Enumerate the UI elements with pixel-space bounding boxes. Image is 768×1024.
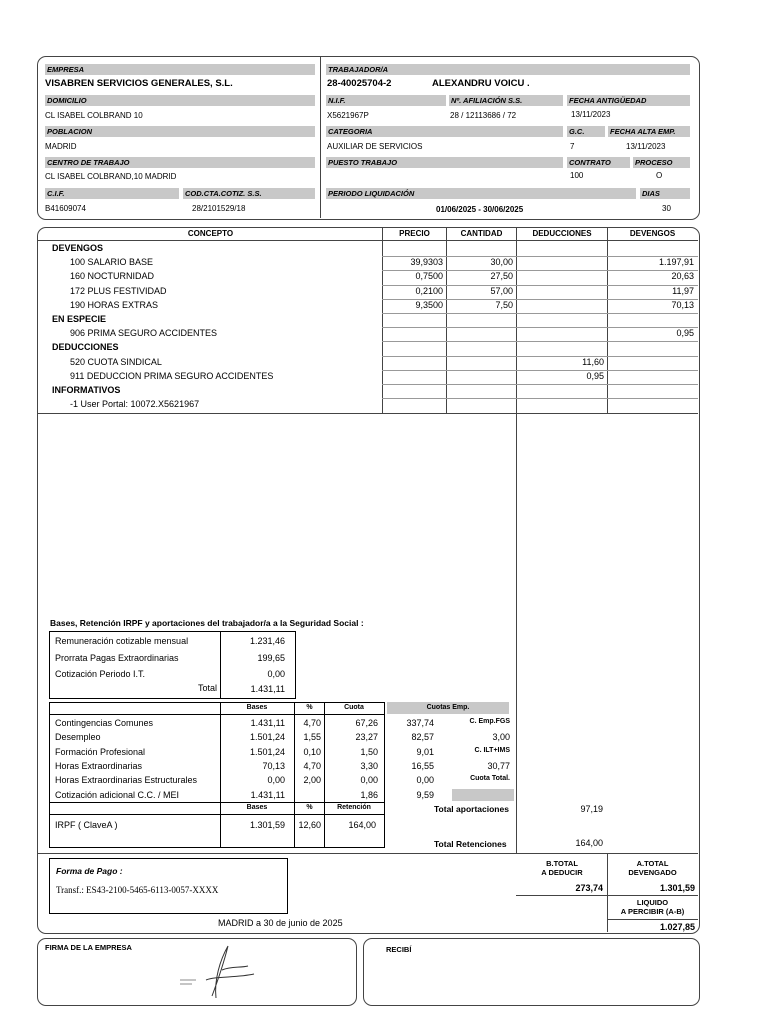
contrib-cuota: 1,86 (360, 789, 378, 800)
atotal-value: 1.301,59 (659, 883, 695, 893)
domicilio-label: DOMICILIO (45, 95, 315, 106)
concept-cantidad: 57,00 (490, 285, 513, 296)
section-heading: DEVENGOS (52, 243, 104, 253)
row-line (516, 384, 607, 385)
irpf-ret: 164,00 (348, 820, 376, 830)
concept-text: 190 HORAS EXTRAS (70, 299, 159, 310)
row-line (382, 384, 446, 385)
row-line (516, 299, 607, 300)
contrato-label: CONTRATO (567, 157, 630, 168)
proceso-value: O (656, 171, 663, 180)
section-heading: DEDUCCIONES (52, 342, 119, 353)
bases-upper-div (220, 631, 221, 698)
btotal-value: 273,74 (575, 883, 603, 893)
concept-text: 172 PLUS FESTIVIDAD (70, 285, 167, 296)
liquido-line (607, 919, 698, 920)
signature-image (176, 940, 266, 1002)
codcta-label: COD.CTA.COTIZ. S.S. (183, 188, 315, 199)
row-line (446, 270, 516, 271)
contrib-label: Formación Profesional (55, 746, 146, 757)
concept-precio: 9,3500 (415, 299, 443, 310)
row-line (446, 341, 516, 342)
liquido-l1: LIQUIDO (636, 898, 669, 907)
h-bases: Bases (246, 704, 268, 711)
row-line (382, 299, 446, 300)
h-bases-2: Bases (246, 804, 268, 811)
row-line (382, 370, 446, 371)
nif-label: N.I.F. (326, 95, 446, 106)
row-line (516, 256, 607, 257)
cif-label: C.I.F. (45, 188, 179, 199)
alta-label: FECHA ALTA EMP. (608, 126, 690, 137)
contrib-emp: 337,74 (406, 718, 434, 728)
contrib-emp: 9,01 (416, 746, 434, 757)
irpf-base: 1.301,59 (249, 820, 285, 830)
contrib-div3 (324, 702, 325, 847)
concept-text: 906 PRIMA SEGURO ACCIDENTES (70, 328, 218, 339)
contrib-hdr-line (49, 714, 384, 715)
contrib-cuota: 0,00 (360, 775, 378, 786)
contrib-emp: 82,57 (411, 732, 434, 743)
concept-cantidad: 30,00 (490, 257, 513, 268)
row-line (516, 398, 607, 399)
row-line (446, 327, 516, 328)
total-label: Total (197, 683, 217, 693)
cif-value: B41609074 (45, 204, 86, 213)
emp-extra-value: 3,00 (492, 732, 510, 743)
contrib-label: Horas Extraordinarias Estructurales (55, 775, 198, 786)
contrib-label: Desempleo (55, 732, 101, 743)
concept-devengo: 1.197,91 (658, 257, 694, 268)
section-heading: EN ESPECIE (52, 314, 107, 324)
concept-cantidad: 27,50 (490, 271, 513, 282)
pago-label: Forma de Pago : (56, 866, 123, 876)
domicilio-value: CL ISABEL COLBRAND 10 (45, 111, 143, 120)
col-deducciones: DEDUCCIONES (532, 229, 592, 238)
contrib-label: Cotización adicional C.C. / MEI (55, 789, 180, 800)
concept-text: 160 NOCTURNIDAD (70, 271, 155, 282)
contrib-label: Contingencias Comunes (55, 718, 154, 728)
recibi-label: RECIBÍ (386, 945, 412, 954)
contrib-label: Horas Extraordinarias (55, 760, 143, 771)
contrib-base: 70,13 (262, 760, 285, 771)
total-ret-label: Total Retenciones (434, 839, 507, 849)
dias-label: DIAS (640, 188, 690, 199)
contrato-value: 100 (570, 171, 584, 180)
firma-empresa-label: FIRMA DE LA EMPRESA (45, 943, 132, 952)
row-line (607, 270, 698, 271)
concept-precio: 0,2100 (415, 285, 443, 296)
row-line (382, 313, 446, 314)
contrib-cuota: 1,50 (360, 746, 378, 757)
row-line (607, 285, 698, 286)
concept-devengo: 11,97 (672, 285, 694, 296)
afiliacion-label: Nº. AFILIACIÓN S.S. (449, 95, 563, 106)
contrib-emp: 0,00 (416, 775, 434, 786)
row-line (446, 256, 516, 257)
dias-value: 30 (662, 204, 671, 213)
emp-extra-label: C. Emp.FGS (469, 718, 510, 725)
gc-label: G.C. (567, 126, 605, 137)
it-label: Cotización Periodo I.T. (55, 669, 146, 679)
prorrata-label: Prorrata Pagas Extraordinarias (55, 653, 179, 663)
trabajador-nombre: ALEXANDRU VOICU . (432, 78, 530, 89)
h-retencion: Retención (337, 804, 371, 811)
atotal-l1: A.TOTAL (636, 859, 669, 868)
row-line (607, 327, 698, 328)
row-line (382, 270, 446, 271)
cuota-total-bg (452, 789, 514, 801)
poblacion-label: POBLACION (45, 126, 315, 137)
total-value: 1.431,11 (250, 684, 285, 694)
col-cantidad: CANTIDAD (460, 229, 503, 238)
contrib-base: 0,00 (267, 775, 285, 786)
concept-deduccion: 11,60 (582, 356, 604, 367)
h-cuota: Cuota (344, 704, 364, 711)
row-line (446, 313, 516, 314)
btotal-l1: B.TOTAL (546, 859, 578, 868)
contrib-base: 1.501,24 (249, 746, 285, 757)
contrib-pct: 4,70 (303, 760, 321, 771)
categoria-value: AUXILIAR DE SERVICIOS (327, 142, 423, 151)
col-devengos: DEVENGOS (629, 229, 676, 238)
emp-extra-label: C. ILT+IMS (474, 746, 510, 754)
row-line (607, 384, 698, 385)
header-line (38, 240, 698, 241)
col-precio: PRECIO (399, 229, 430, 238)
trabajador-label: TRABAJADOR/A (326, 64, 690, 75)
contrib-base: 1.431,11 (250, 789, 285, 800)
liquido-l2: A PERCIBIR (A-B) (620, 907, 685, 916)
fecha-lugar: MADRID a 30 de junio de 2025 (218, 918, 343, 928)
contrib-pct: 4,70 (303, 718, 321, 728)
concept-text: 911 DEDUCCION PRIMA SEGURO ACCIDENTES (70, 370, 274, 381)
gc-value: 7 (570, 142, 575, 151)
row-line (516, 313, 607, 314)
afiliacion-value: 28 / 12113686 / 72 (450, 111, 517, 120)
row-line (446, 398, 516, 399)
concept-cantidad: 7,50 (495, 299, 513, 310)
contrib-pct: 2,00 (303, 775, 321, 786)
proceso-label: PROCESO (633, 157, 690, 168)
row-line (446, 285, 516, 286)
irpf-pct: 12,60 (298, 820, 321, 830)
empresa-name: VISABREN SERVICIOS GENERALES, S.L. (45, 78, 233, 89)
total-ret-value: 164,00 (575, 838, 603, 848)
row-line (607, 398, 698, 399)
empresa-label: EMPRESA (45, 64, 315, 75)
it-value: 0,00 (267, 669, 285, 679)
concept-devengo: 20,63 (671, 271, 694, 282)
atotal-l2: DEVENGADO (628, 868, 677, 877)
contrib-mid-line2 (49, 814, 384, 815)
contrib-cuota: 3,30 (360, 760, 378, 771)
pago-value: Transf.: ES43-2100-5465-6113-0057-XXXX (56, 885, 219, 895)
contrib-emp: 16,55 (411, 760, 434, 771)
row-line (382, 356, 446, 357)
bases-title: Bases, Retención IRPF y aportaciones del trabajador/a a la Seguridad Social : (50, 618, 364, 628)
puesto-label: PUESTO TRABAJO (326, 157, 563, 168)
row-line (607, 313, 698, 314)
bottom-block-line (38, 853, 698, 854)
emp-extra-value: 30,77 (487, 760, 510, 771)
irpf-label: IRPF ( ClaveA ) (55, 820, 118, 830)
rem-value: 1.231,46 (249, 636, 285, 646)
row-line (516, 356, 607, 357)
row-line (516, 270, 607, 271)
contrib-cuota: 23,27 (355, 732, 378, 743)
concept-text: 520 CUOTA SINDICAL (70, 356, 162, 367)
poblacion-value: MADRID (45, 142, 77, 151)
row-line (516, 285, 607, 286)
row-line (607, 299, 698, 300)
h-cuotas-emp: Cuotas Emp. (426, 704, 470, 711)
h-pct: % (306, 704, 313, 711)
section-heading: INFORMATIVOS (52, 385, 121, 395)
row-line (382, 256, 446, 257)
contrib-emp: 9,59 (416, 789, 434, 800)
row-line (446, 299, 516, 300)
prorrata-value: 199,65 (257, 653, 285, 663)
row-line (607, 370, 698, 371)
emp-extra-label: Cuota Total. (470, 775, 510, 783)
btotal-l2: A DEDUCIR (541, 868, 583, 877)
centro-value: CL ISABEL COLBRAND,10 MADRID (45, 172, 177, 181)
row-line (382, 285, 446, 286)
row-line (607, 356, 698, 357)
centro-label: CENTRO DE TRABAJO (45, 157, 315, 168)
rem-label: Remuneración cotizable mensual (55, 636, 189, 646)
contrib-pct: 0,10 (303, 746, 321, 757)
row-line (382, 327, 446, 328)
concepts-bottom-line (38, 413, 698, 414)
alta-value: 13/11/2023 (626, 142, 666, 151)
h-pct-2: % (306, 804, 313, 811)
total-aport-value: 97,19 (580, 804, 603, 814)
line-deducciones (516, 228, 517, 854)
contrib-base: 1.431,11 (250, 718, 285, 728)
nif-value: X5621967P (327, 111, 369, 120)
trabajador-id: 28-40025704-2 (327, 78, 392, 89)
concept-devengo: 70,13 (671, 299, 694, 310)
concept-deduccion: 0,95 (586, 370, 604, 381)
col-concepto: CONCEPTO (187, 229, 234, 238)
contrib-cuota: 67,26 (355, 718, 378, 728)
antiguedad-value: 13/11/2023 (571, 110, 611, 119)
contrib-base: 1.501,24 (249, 732, 285, 743)
contrib-mid-line (49, 802, 384, 803)
periodo-value: 01/06/2025 - 30/06/2025 (436, 205, 524, 214)
btotal-line (516, 895, 698, 896)
row-line (607, 256, 698, 257)
periodo-label: PERIODO LIQUIDACIÓN (326, 188, 636, 199)
row-line (446, 384, 516, 385)
row-line (516, 370, 607, 371)
recibi-box (363, 938, 700, 1006)
concept-precio: 39,9303 (410, 257, 443, 268)
row-line (382, 341, 446, 342)
header-divider (320, 57, 321, 218)
concept-text: -1 User Portal: 10072.X5621967 (70, 399, 200, 410)
total-aport-label: Total aportaciones (434, 804, 509, 814)
antiguedad-label: FECHA ANTIGÜEDAD (567, 95, 690, 106)
row-line (516, 327, 607, 328)
row-line (607, 341, 698, 342)
concept-devengo: 0,95 (676, 328, 694, 339)
row-line (446, 356, 516, 357)
row-line (446, 370, 516, 371)
liquido-value: 1.027,85 (659, 922, 695, 932)
codcta-value: 28/2101529/18 (192, 204, 246, 213)
row-line (516, 341, 607, 342)
contrib-div1 (220, 702, 221, 847)
concept-precio: 0,7500 (415, 271, 443, 282)
row-line (382, 398, 446, 399)
contrib-pct: 1,55 (303, 732, 321, 743)
categoria-label: CATEGORIA (326, 126, 563, 137)
concept-text: 100 SALARIO BASE (70, 257, 154, 268)
